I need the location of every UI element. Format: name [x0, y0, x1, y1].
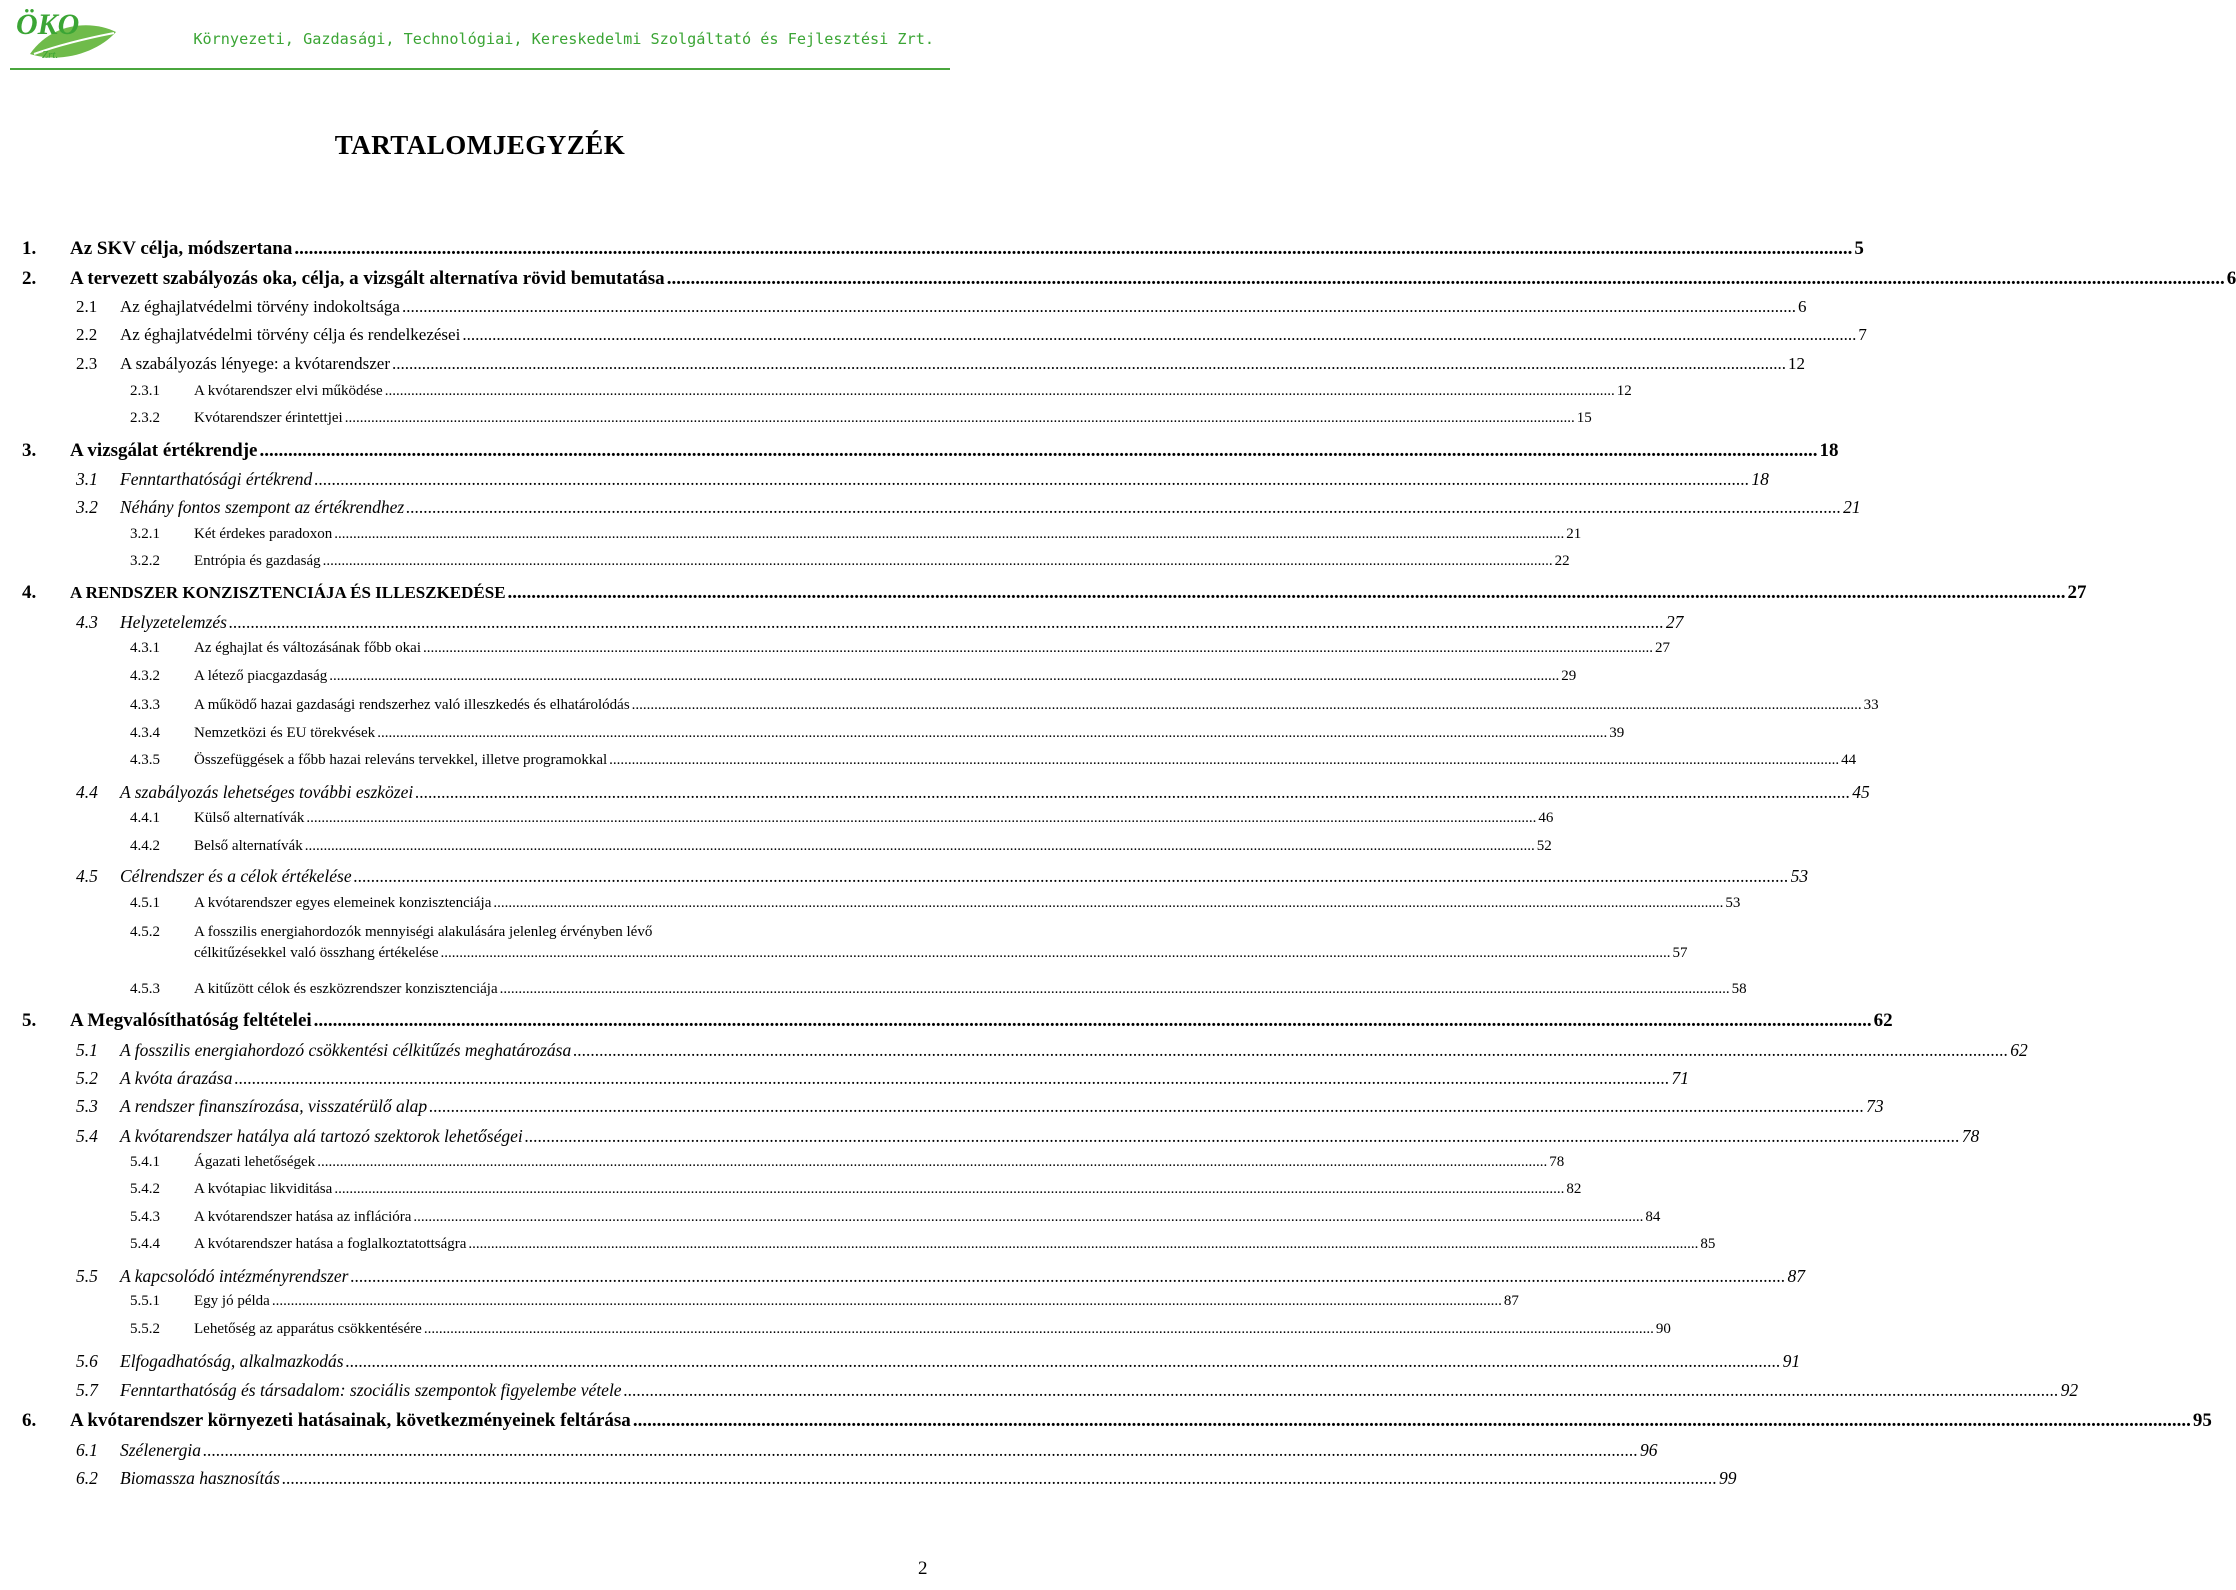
toc-entry-page: 57: [1672, 945, 1688, 961]
toc-entry-page: 29: [1561, 668, 1577, 684]
toc-entry-page: 5: [1854, 238, 1864, 259]
toc-entry-page: 44: [1841, 752, 1857, 768]
toc-entry-title: A kvóta árazása: [120, 1068, 233, 1088]
toc-entry-title: A kvótapiac likviditása: [194, 1181, 333, 1197]
toc-entry-title: Az SKV célja, módszertana: [70, 238, 293, 259]
toc-entry-number: 3.1: [76, 469, 98, 489]
toc-entry-number: 1.: [22, 238, 37, 259]
toc-dot-leader: [329, 668, 1559, 685]
toc-dot-leader: [525, 1126, 1960, 1147]
toc-entry-page: 71: [1671, 1068, 1689, 1088]
toc-dot-leader: [440, 945, 1670, 962]
toc-dot-leader: [413, 1209, 1643, 1226]
toc-entry-title: Szélenergia: [120, 1440, 201, 1460]
toc-entry[interactable]: [76, 497, 1861, 518]
toc-dot-leader: [350, 1266, 1785, 1287]
toc-entry-title: Biomassza hasznosítás: [120, 1468, 280, 1488]
toc-entry-page: 22: [1554, 553, 1570, 569]
toc-dot-leader: [314, 1010, 1872, 1032]
toc-dot-leader: [346, 1351, 1781, 1372]
toc-entry-number: 2.: [22, 268, 37, 289]
toc-entry-title-continued: célkitűzésekkel való összhang értékelése: [194, 945, 439, 961]
toc-entry-number: 4.3.3: [130, 697, 160, 713]
toc-entry-title: A működő hazai gazdasági rendszerhez való illeszkedés és elhatárolódás: [194, 697, 630, 713]
toc-entry-title: A kapcsolódó intézményrendszer: [120, 1266, 349, 1286]
toc-entry-title: A rendszer finanszírozása, visszatérülő alap: [120, 1096, 428, 1116]
svg-text:ÖKO: ÖKO: [16, 8, 80, 41]
toc-dot-leader: [406, 497, 1841, 518]
toc-entry-number: 5.4.1: [130, 1154, 160, 1170]
toc-entry-number: 4.5: [76, 866, 98, 886]
toc-entry-page: 87: [1503, 1293, 1519, 1309]
toc-entry-number: 5.6: [76, 1351, 98, 1371]
toc-entry-page: 6: [1797, 297, 1807, 316]
toc-entry-title: A kitűzött célok és eszközrendszer konzisztenciája: [194, 981, 498, 997]
page-number: 2: [918, 1558, 928, 1579]
svg-text:Zrt.: Zrt.: [42, 49, 59, 61]
toc-entry-number: 4.: [22, 582, 37, 603]
toc-entry-title: Az éghajlat és változásának főbb okai: [194, 640, 421, 656]
toc-entry[interactable]: [22, 268, 2236, 290]
toc-entry-number: 5.2: [76, 1068, 98, 1088]
toc-entry[interactable]: [130, 1321, 1671, 1338]
toc-entry-title: Külső alternatívák: [194, 810, 305, 826]
toc-dot-leader: [305, 838, 1535, 855]
toc-dot-leader: [468, 1236, 1698, 1253]
toc-entry-number: 4.5.2: [130, 924, 160, 940]
toc-entry[interactable]: [130, 410, 1592, 427]
toc-entry-page: 15: [1576, 410, 1592, 426]
toc-entry-title: Ágazati lehetőségek: [194, 1154, 316, 1170]
toc-entry[interactable]: [130, 1209, 1661, 1226]
toc-entry-number: 4.3.5: [130, 752, 160, 768]
toc-entry-number: 3.2: [76, 497, 98, 517]
toc-dot-leader: [624, 1380, 2059, 1401]
toc-entry-title: A RENDSZER KONZISZTENCIÁJA ÉS ILLESZKEDÉSE: [70, 583, 506, 602]
toc-dot-leader: [323, 553, 1553, 570]
toc-dot-leader: [203, 1440, 1638, 1461]
toc-dot-leader: [306, 810, 1536, 827]
toc-entry[interactable]: [130, 752, 1857, 769]
toc-entry-page: 33: [1863, 697, 1879, 713]
toc-dot-leader: [260, 440, 1818, 462]
toc-dot-leader: [508, 582, 2066, 604]
toc-entry[interactable]: [130, 553, 1570, 570]
toc-dot-leader: [423, 640, 1653, 657]
toc-entry-number: 3.: [22, 440, 37, 461]
toc-entry-page: 21: [1843, 497, 1861, 517]
toc-entry-page: 85: [1700, 1236, 1716, 1252]
toc-entry-number: 6.: [22, 1410, 37, 1431]
toc-entry[interactable]: [76, 297, 1807, 317]
toc-entry-title: Belső alternatívák: [194, 838, 303, 854]
toc-entry-number: 2.3.2: [130, 410, 160, 426]
toc-entry-page: 27: [1655, 640, 1670, 656]
toc-entry[interactable]: [76, 325, 1867, 345]
toc-entry-page: 90: [1655, 1321, 1671, 1337]
toc-entry-title: Az éghajlatvédelmi törvény indokoltsága: [120, 297, 400, 316]
toc-entry[interactable]: [22, 440, 1839, 462]
toc-entry-number: 5.4.2: [130, 1181, 160, 1197]
toc-entry[interactable]: [76, 866, 1809, 887]
toc-dot-leader: [334, 1181, 1564, 1198]
toc-entry[interactable]: [22, 1410, 2212, 1432]
toc-entry-number: 5.3: [76, 1096, 98, 1116]
toc-entry-title: Két érdekes paradoxon: [194, 526, 333, 542]
toc-dot-leader: [234, 1068, 1669, 1089]
toc-entry-number: 5.5.1: [130, 1293, 160, 1309]
toc-entry[interactable]: [76, 1266, 1805, 1287]
toc-entry[interactable]: [130, 1154, 1565, 1171]
toc-entry-number: 4.3.1: [130, 640, 160, 656]
toc-entry-number: 4.3: [76, 612, 98, 632]
toc-dot-leader: [377, 725, 1607, 742]
toc-entry-page: 53: [1725, 895, 1741, 911]
toc-entry[interactable]: [130, 1181, 1582, 1198]
toc-entry-number: 5.5.2: [130, 1321, 160, 1337]
toc-entry-title: A kvótarendszer hatása az inflációra: [194, 1209, 412, 1225]
toc-dot-leader: [392, 354, 1786, 374]
toc-dot-leader: [632, 697, 1862, 714]
toc-entry[interactable]: [76, 1351, 1801, 1372]
toc-entry[interactable]: [22, 582, 2087, 604]
toc-entry-number: 5.1: [76, 1040, 98, 1060]
toc-entry[interactable]: [130, 810, 1554, 827]
toc-entry[interactable]: [130, 640, 1670, 657]
toc-dot-leader: [402, 297, 1796, 317]
header-divider: [10, 68, 950, 70]
toc-entry[interactable]: [130, 526, 1582, 543]
toc-entry[interactable]: [130, 895, 1741, 912]
toc-entry[interactable]: [76, 782, 1870, 803]
toc-entry-number: 2.3.1: [130, 383, 160, 399]
toc-entry-title: A kvótarendszer elvi működése: [194, 383, 383, 399]
toc-entry-title: A fosszilis energiahordozó csökkentési célkitűzés meghatározása: [120, 1040, 572, 1060]
toc-entry-number: 2.3: [76, 354, 98, 373]
toc-entry-page: 95: [2192, 1410, 2212, 1431]
toc-entry-title: A tervezett szabályozás oka, célja, a vizsgált alternatíva rövid bemutatása: [70, 268, 665, 289]
toc-entry-page: 84: [1645, 1209, 1661, 1225]
toc-dot-leader: [493, 895, 1723, 912]
toc-entry[interactable]: [76, 612, 1684, 633]
page-title: TARTALOMJEGYZÉK: [334, 130, 626, 160]
toc-dot-leader: [667, 268, 2225, 290]
toc-entry-title: Nemzetközi és EU törekvések: [194, 725, 376, 741]
oko-logo-icon: [12, 2, 122, 66]
toc-entry-page: 6: [2226, 268, 2236, 289]
toc-entry-title: A szabályozás lényege: a kvótarendszer: [120, 354, 390, 373]
toc-entry-page: 99: [1718, 1468, 1737, 1488]
toc-entry-page: 62: [1873, 1010, 1893, 1031]
toc-entry-page: 21: [1566, 526, 1582, 542]
toc-entry-number: 2.2: [76, 325, 98, 344]
toc-entry[interactable]: [76, 1126, 1980, 1147]
toc-entry-page: 87: [1787, 1266, 1805, 1286]
toc-entry-number: 6.2: [76, 1468, 98, 1488]
toc-entry-title: Entrópia és gazdaság: [194, 553, 321, 569]
toc-entry[interactable]: [22, 1010, 1893, 1032]
toc-entry[interactable]: [76, 1468, 1737, 1489]
toc-dot-leader: [609, 752, 1839, 769]
toc-entry-number: 4.4.1: [130, 810, 160, 826]
toc-dot-leader: [462, 325, 1856, 345]
toc-entry-number: 3.2.2: [130, 553, 160, 569]
toc-dot-leader: [415, 782, 1850, 803]
toc-entry[interactable]: [76, 1440, 1658, 1461]
toc-entry[interactable]: [76, 354, 1805, 374]
toc-dot-leader: [354, 866, 1789, 887]
toc-entry-title: A létező piacgazdaság: [194, 668, 328, 684]
toc-dot-leader: [229, 612, 1664, 633]
toc-dot-leader: [272, 1293, 1502, 1310]
toc-entry-title: A vizsgálat értékrendje: [70, 440, 258, 461]
toc-dot-leader: [500, 981, 1730, 998]
toc-entry[interactable]: [130, 981, 1747, 998]
toc-entry-number: 5.: [22, 1010, 37, 1031]
toc-entry-page: 18: [1819, 440, 1839, 461]
toc-entry-title: A kvótarendszer környezeti hatásainak, következményeinek feltárása: [70, 1410, 631, 1431]
toc-entry[interactable]: [76, 1068, 1689, 1089]
toc-entry-title: Néhány fontos szempont az értékrendhez: [120, 497, 405, 517]
toc-entry[interactable]: [130, 838, 1552, 855]
toc-entry[interactable]: [76, 1380, 2079, 1401]
toc-entry[interactable]: [130, 924, 1688, 962]
toc-entry-number: 4.4: [76, 782, 98, 802]
toc-entry-page: 78: [1961, 1126, 1980, 1146]
company-name: Környezeti, Gazdasági, Technológiai, Kereskedelmi Szolgáltató és Fejlesztési Zrt.: [193, 30, 934, 48]
toc-entry-number: 6.1: [76, 1440, 98, 1460]
toc-entry-page: 45: [1852, 782, 1870, 802]
toc-entry-number: 5.4.3: [130, 1209, 160, 1225]
toc-dot-leader: [573, 1040, 2008, 1061]
toc-dot-leader: [633, 1410, 2191, 1432]
toc-entry-title: Az éghajlatvédelmi törvény célja és rendelkezései: [120, 325, 461, 344]
toc-entry-page: 27: [2067, 582, 2087, 603]
toc-entry-number: 2.1: [76, 297, 98, 316]
toc-entry-title: A kvótarendszer egyes elemeinek konzisztenciája: [194, 895, 492, 911]
toc-entry-page: 12: [1788, 354, 1805, 373]
toc-entry[interactable]: [130, 697, 1879, 714]
toc-dot-leader: [314, 469, 1749, 490]
toc-entry-number: 3.2.1: [130, 526, 160, 542]
toc-dot-leader: [334, 526, 1564, 543]
toc-entry-title: Kvótarendszer érintettjei: [194, 410, 343, 426]
toc-entry-title: Összefüggések a főbb hazai releváns tervekkel, illetve programokkal: [194, 752, 608, 768]
toc-entry[interactable]: [76, 469, 1769, 490]
toc-entry[interactable]: [130, 725, 1625, 742]
toc-entry-title: Fenntarthatóság és társadalom: szociális szempontok figyelembe vétele: [120, 1380, 622, 1400]
toc-entry-number: 4.3.4: [130, 725, 160, 741]
toc-entry-page: 53: [1790, 866, 1809, 886]
toc-dot-leader: [429, 1096, 1864, 1117]
toc-entry-page: 39: [1609, 725, 1625, 741]
toc-dot-leader: [282, 1468, 1717, 1489]
toc-entry-title: A kvótarendszer hatása a foglalkoztatottságra: [194, 1236, 467, 1252]
toc-entry-page: 46: [1538, 810, 1554, 826]
toc-entry-page: 62: [2010, 1040, 2028, 1060]
toc-entry-title: Célrendszer és a célok értékelése: [120, 866, 352, 886]
toc-entry-page: 91: [1782, 1351, 1801, 1371]
toc-entry-page: 27: [1665, 612, 1684, 632]
toc-entry-title: A szabályozás lehetséges további eszközei: [120, 782, 414, 802]
toc-entry[interactable]: [130, 383, 1632, 400]
toc-dot-leader: [424, 1321, 1654, 1338]
page-header: [0, 0, 960, 72]
toc-entry-number: 5.7: [76, 1380, 98, 1400]
toc-entry-page: 12: [1616, 383, 1632, 399]
toc-entry[interactable]: [130, 1236, 1716, 1253]
toc-entry-page: 82: [1566, 1181, 1582, 1197]
toc-entry-page: 73: [1866, 1096, 1884, 1116]
toc-entry-page: 92: [2060, 1380, 2079, 1400]
toc-entry-title: Fenntarthatósági értékrend: [120, 469, 313, 489]
toc-entry-page: 58: [1731, 981, 1747, 997]
toc-entry-page: 96: [1640, 1440, 1658, 1460]
toc-entry-title: Elfogadhatóság, alkalmazkodás: [120, 1351, 344, 1371]
toc-dot-leader: [294, 238, 1852, 260]
toc-entry-title: Lehetőség az apparátus csökkentésére: [194, 1321, 422, 1337]
toc-entry[interactable]: [22, 238, 1864, 260]
toc-entry-number: 5.5: [76, 1266, 98, 1286]
toc-entry-page: 7: [1858, 325, 1867, 344]
toc-dot-leader: [345, 410, 1575, 427]
toc-entry-number: 4.5.3: [130, 981, 160, 997]
toc-entry[interactable]: [76, 1096, 1884, 1117]
toc-entry-page: 52: [1536, 838, 1552, 854]
toc-entry[interactable]: [130, 1293, 1519, 1310]
toc-entry-number: 4.3.2: [130, 668, 160, 684]
toc-entry-page: 18: [1751, 469, 1769, 489]
toc-entry-title: Egy jó példa: [194, 1293, 270, 1309]
toc-entry[interactable]: [130, 668, 1577, 685]
toc-entry-number: 5.4: [76, 1126, 98, 1146]
toc-entry-title: A fosszilis energiahordozók mennyiségi alakulására jelenleg érvényben lévő: [194, 924, 653, 940]
toc-entry-title: Helyzetelemzés: [120, 612, 227, 632]
toc-entry-number: 4.4.2: [130, 838, 160, 854]
toc-entry-page: 78: [1549, 1154, 1565, 1170]
toc-entry[interactable]: [76, 1040, 2028, 1061]
toc-entry-number: 4.5.1: [130, 895, 160, 911]
toc-dot-leader: [317, 1154, 1547, 1171]
toc-dot-leader: [385, 383, 1615, 400]
toc-entry-title: A Megvalósíthatóság feltételei: [70, 1010, 312, 1031]
toc-entry-number: 5.4.4: [130, 1236, 160, 1252]
toc-entry-title: A kvótarendszer hatálya alá tartozó szektorok lehetőségei: [120, 1126, 523, 1146]
